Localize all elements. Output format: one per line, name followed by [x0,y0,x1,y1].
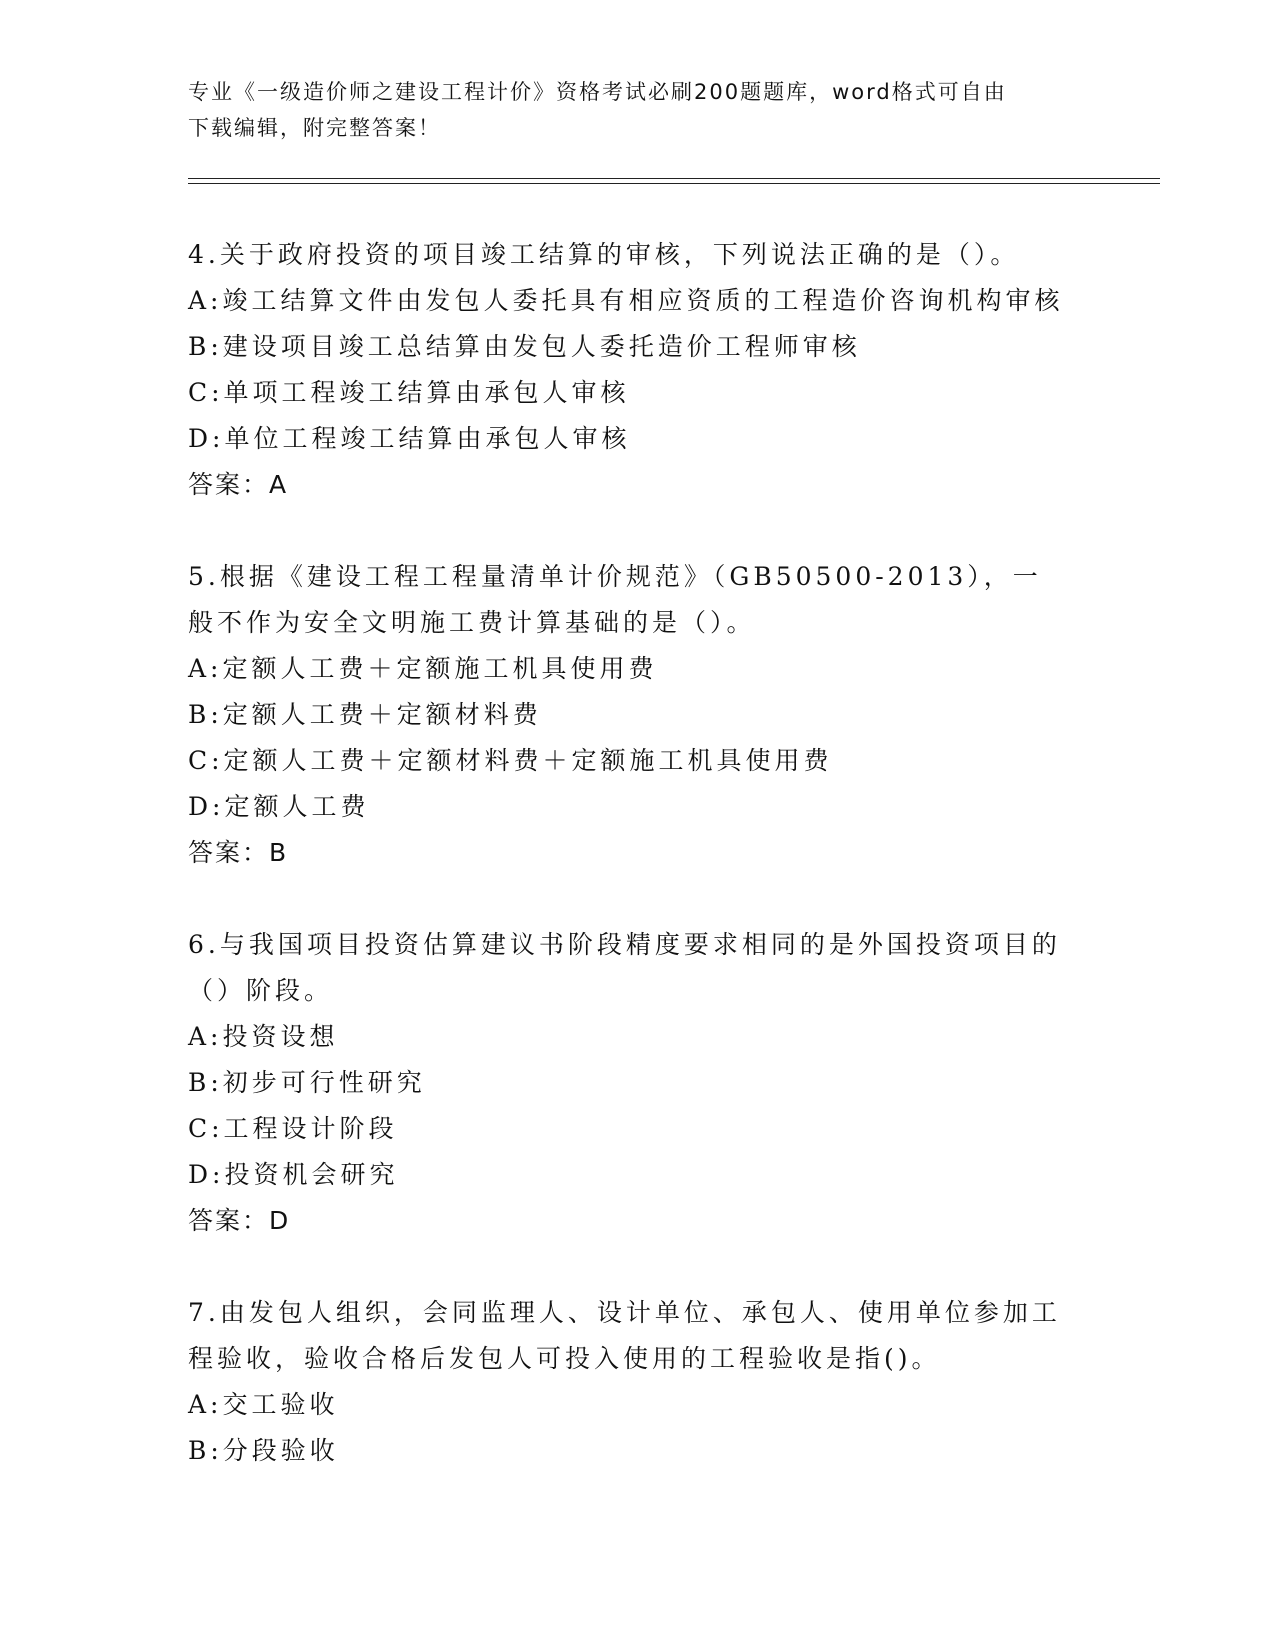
option-b: B:分段验收 [188,1436,339,1465]
option-b: B:建设项目竣工总结算由发包人委托造价工程师审核 [188,332,861,361]
option-c: C:单项工程竣工结算由承包人审核 [188,378,630,407]
answer-line: 答案：D [188,1206,291,1235]
header-divider-bottom [188,183,1160,184]
option-c: C:工程设计阶段 [188,1114,398,1143]
question-5 [188,554,1068,876]
question-stem: 4.关于政府投资的项目竣工结算的审核，下列说法正确的是（）。 [188,240,1020,269]
question-7 [188,1290,1068,1474]
option-a: A:定额人工费＋定额施工机具使用费 [188,654,658,683]
question-stem: 5.根据《建设工程工程量清单计价规范》（GB50500-2013），一般不作为安全文明施工费计算基础的是（）。 [188,562,1042,637]
option-d: D:投资机会研究 [188,1160,399,1189]
header-line-2: 下载编辑，附完整答案！ [188,116,441,140]
question-4 [188,232,1068,508]
answer-line: 答案：A [188,470,289,499]
question-stem: 7.由发包人组织，会同监理人、设计单位、承包人、使用单位参加工程验收，验收合格后发包人可投入使用的工程验收是指()。 [188,1298,1061,1373]
header-line-1: 专业《一级造价师之建设工程计价》资格考试必刷200题题库，word格式可自由 [188,80,1007,104]
option-b: B:初步可行性研究 [188,1068,426,1097]
option-c: C:定额人工费＋定额材料费＋定额施工机具使用费 [188,746,833,775]
question-stem: 6.与我国项目投资估算建议书阶段精度要求相同的是外国投资项目的（）阶段。 [188,930,1061,1005]
option-d: D:定额人工费 [188,792,370,821]
answer-line: 答案：B [188,838,289,867]
option-b: B:定额人工费＋定额材料费 [188,700,542,729]
option-a: A:交工验收 [188,1390,339,1419]
option-d: D:单位工程竣工结算由承包人审核 [188,424,631,453]
header-divider-top [188,178,1160,179]
option-a: A:投资设想 [188,1022,339,1051]
document-header [188,74,1088,146]
option-a: A:竣工结算文件由发包人委托具有相应资质的工程造价咨询机构审核 [188,286,1064,315]
question-6 [188,922,1068,1244]
question-list [188,232,1068,1520]
